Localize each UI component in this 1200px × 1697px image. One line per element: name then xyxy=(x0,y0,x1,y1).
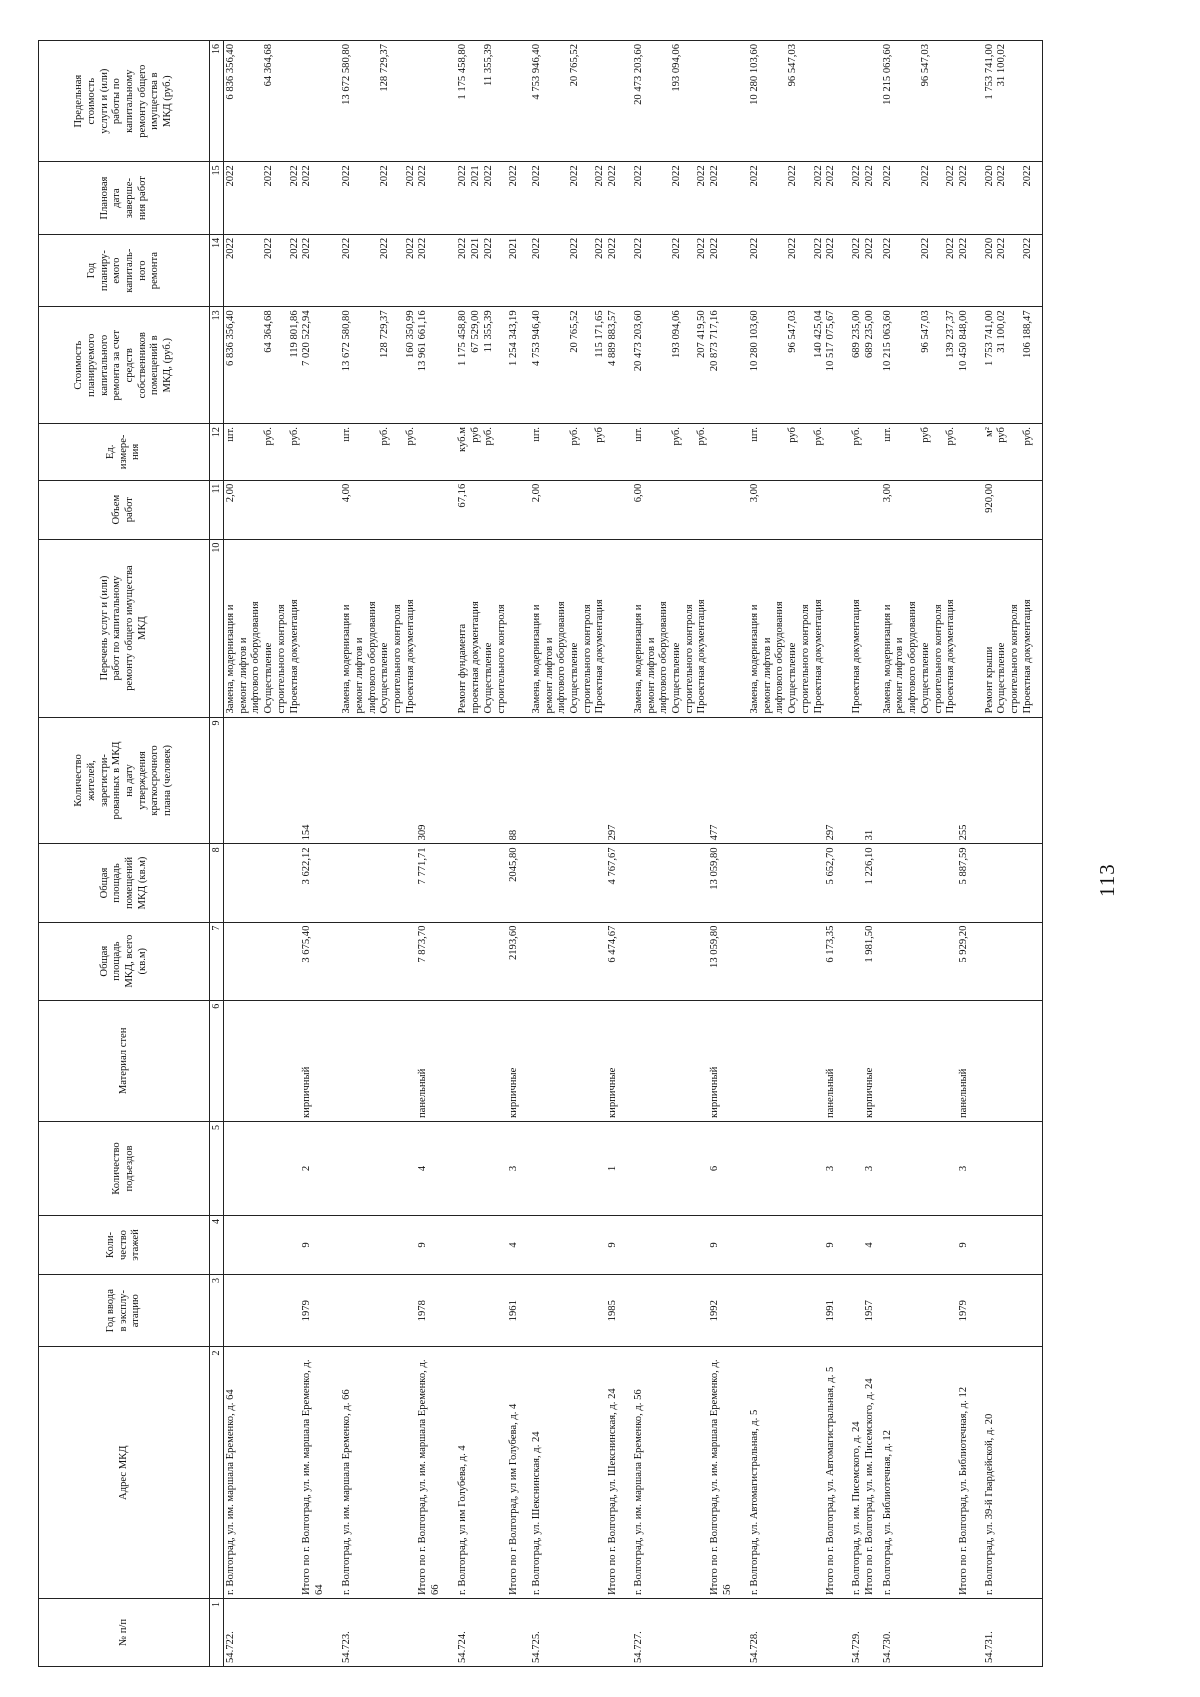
cell-col-7: 6 173,35 xyxy=(748,922,850,1000)
cell-col-8: 7 771,71 xyxy=(340,844,456,922)
cell-col-9 xyxy=(983,717,1043,844)
cell-col-7: 7 873,70 xyxy=(340,922,456,1000)
cell-col-15: 2022 2022 2022 2022 xyxy=(632,162,748,235)
column-number: 11 xyxy=(210,480,224,539)
cell-col-9: 297 xyxy=(748,717,850,844)
column-number: 15 xyxy=(210,162,224,235)
cell-col-6: панельный xyxy=(340,1000,456,1121)
cell-col-12: шт. руб. руб. xyxy=(224,424,341,481)
cell-col-16: 20 473 203,60 193 094,06 xyxy=(632,41,748,162)
cell-col-4: 9 xyxy=(224,1216,341,1275)
cell-col-3: 1985 xyxy=(530,1274,632,1347)
cell-col-16: 4 753 946,40 20 765,52 xyxy=(530,41,632,162)
cell-col-4: 4 xyxy=(850,1216,881,1275)
cell-col-6: панельный xyxy=(881,1000,983,1121)
cell-col-2: г. Волгоград, ул. им. Писемского, д. 24 Итого по г. Волгоград, ул. им. Писемского, д. 24 xyxy=(850,1347,881,1599)
cell-col-7: 13 059,80 xyxy=(632,922,748,1000)
cell-col-2: г. Волгоград, ул. 39-й Гвардейской, д. 20 xyxy=(983,1347,1043,1599)
cell-col-11: 6,00 xyxy=(632,480,748,539)
cell-col-10: Ремонт крыши Осуществление строительного контроля Проектная документация xyxy=(983,539,1043,717)
cell-col-6 xyxy=(983,1000,1043,1121)
header-row xyxy=(39,41,210,1667)
table-row xyxy=(340,41,456,1667)
cell-col-16 xyxy=(850,41,881,162)
cell-col-8: 13 059,80 xyxy=(632,844,748,922)
table-body xyxy=(224,41,1043,1667)
cell-col-8: 4 767,67 xyxy=(530,844,632,922)
cell-col-2: г. Волгоград, ул. им. маршала Еременко, д. 64 Итого по г. Волгоград, ул. им. маршала Еременко, д. 64 xyxy=(224,1347,341,1599)
page-number: 113 xyxy=(1095,863,1119,897)
cell-col-4: 9 xyxy=(530,1216,632,1275)
table-row xyxy=(456,41,529,1667)
cell-col-7: 3 675,40 xyxy=(224,922,341,1000)
cell-col-12: шт. руб руб. xyxy=(881,424,983,481)
cell-col-14: 2022 2022 2022 2022 xyxy=(340,234,456,307)
header-cell: Количество жителей, зарегистри- рованных в МКД на дату утверждения краткосрочного плана (человек) xyxy=(39,717,210,844)
cell-col-3: 1979 xyxy=(224,1274,341,1347)
column-number: 13 xyxy=(210,307,224,424)
header-cell: № п/п xyxy=(39,1599,210,1667)
cell-col-12: шт. руб. руб. xyxy=(340,424,456,481)
cell-col-16: 10 280 103,60 96 547,03 xyxy=(748,41,850,162)
cell-col-12: м² руб руб. xyxy=(983,424,1043,481)
table-row xyxy=(224,41,341,1667)
cell-col-16: 10 215 063,60 96 547,03 xyxy=(881,41,983,162)
cell-col-12: шт. руб. руб. xyxy=(632,424,748,481)
cell-col-13: 1 753 741,00 31 100,02 106 188,47 xyxy=(983,307,1043,424)
cell-col-12: куб.м руб руб. xyxy=(456,424,529,481)
column-number: 14 xyxy=(210,234,224,307)
table-row xyxy=(632,41,748,1667)
cell-col-2: г. Волгоград, ул им Голубева, д. 4 Итого по г Волгоград, ул им Голубева, д. 4 xyxy=(456,1347,529,1599)
cell-col-1: 54.722. xyxy=(224,1599,341,1667)
cell-col-5: 1 xyxy=(530,1122,632,1216)
cell-col-4: 4 xyxy=(456,1216,529,1275)
cell-col-10: Замена, модернизация и ремонт лифтов и лифтового оборудования Осуществление строительного контроля Проектная документация xyxy=(530,539,632,717)
cell-col-4 xyxy=(983,1216,1043,1275)
cell-col-9: 31 xyxy=(850,717,881,844)
cell-col-13: 20 473 203,60 193 094,06 207 419,50 20 873 717,16 xyxy=(632,307,748,424)
cell-col-4: 9 xyxy=(881,1216,983,1275)
column-number: 8 xyxy=(210,844,224,922)
cell-col-13: 6 836 356,40 64 364,68 119 801,86 7 020 522,94 xyxy=(224,307,341,424)
header-cell: Общая площадь помещений МКД (кв.м) xyxy=(39,844,210,922)
cell-col-14: 2022 2022 2022 2022 xyxy=(632,234,748,307)
header-cell: Объем работ xyxy=(39,480,210,539)
cell-col-12: шт. руб руб. xyxy=(748,424,850,481)
column-number: 6 xyxy=(210,1000,224,1121)
cell-col-13: 13 672 580,80 128 729,37 160 350,99 13 961 661,16 xyxy=(340,307,456,424)
cell-col-9: 297 xyxy=(530,717,632,844)
cell-col-10: Замена, модернизация и ремонт лифтов и лифтового оборудования Осуществление строительного контроля Проектная документация xyxy=(340,539,456,717)
cell-col-6: кирпичные xyxy=(850,1000,881,1121)
cell-col-16: 1 175 458,80 11 355,39 xyxy=(456,41,529,162)
cell-col-13: 689 235,00 689 235,00 xyxy=(850,307,881,424)
cell-col-3: 1957 xyxy=(850,1274,881,1347)
header-cell: Коли- чество этажей xyxy=(39,1216,210,1275)
cell-col-8: 5 887,59 xyxy=(881,844,983,922)
cell-col-2: г. Волгоград, ул. Библиотечная, д. 12 Итого по г. Волгоград, ул. Библиотечная, д. 12 xyxy=(881,1347,983,1599)
cell-col-5: 3 xyxy=(881,1122,983,1216)
cell-col-10: Замена, модернизация и ремонт лифтов и лифтового оборудования Осуществление строительного контроля Проектная документация xyxy=(881,539,983,717)
header-cell: Плановая дата заверше- ния работ xyxy=(39,162,210,235)
cell-col-2: г. Волгоград, ул. Автомагистральная, д. 5 Итого по г. Волгоград, ул. Автомагистральная, д. 5 xyxy=(748,1347,850,1599)
table-row xyxy=(983,41,1043,1667)
cell-col-9: 477 xyxy=(632,717,748,844)
cell-col-15: 2020 2022 2022 xyxy=(983,162,1043,235)
cell-col-2: г. Волгоград, ул. Шекснинская, д. 24 Итого по г. Волгоград, ул. Шекснинская, д. 24 xyxy=(530,1347,632,1599)
cell-col-11: 67,16 xyxy=(456,480,529,539)
cell-col-11: 2,00 xyxy=(224,480,341,539)
cell-col-10: Замена, модернизация и ремонт лифтов и лифтового оборудования Осуществление строительного контроля Проектная документация xyxy=(748,539,850,717)
cell-col-11: 2,00 xyxy=(530,480,632,539)
cell-col-2: г. Волгоград, ул. им. маршала Еременко, д. 66 Итого по г. Волгоград, ул. им. маршала Еременко, д. 66 xyxy=(340,1347,456,1599)
cell-col-3: 1978 xyxy=(340,1274,456,1347)
cell-col-10: Замена, модернизация и ремонт лифтов и лифтового оборудования Осуществление строительного контроля Проектная документация xyxy=(224,539,341,717)
cell-col-13: 10 215 063,60 96 547,03 139 237,37 10 450 848,00 xyxy=(881,307,983,424)
cell-col-1: 54.727. xyxy=(632,1599,748,1667)
cell-col-1: 54.731. xyxy=(983,1599,1043,1667)
header-cell: Стоимость планируемого капитального ремонта за счет средств собственников помещений в МКД, (руб.) xyxy=(39,307,210,424)
cell-col-1: 54.723. xyxy=(340,1599,456,1667)
cell-col-8: 5 652,70 xyxy=(748,844,850,922)
cell-col-1: 54.725. xyxy=(530,1599,632,1667)
header-cell: Год ввода в эксплу- атацию xyxy=(39,1274,210,1347)
cell-col-8: 1 226,10 xyxy=(850,844,881,922)
cell-col-14: 2022 2022 2022 2022 xyxy=(530,234,632,307)
cell-col-11: 3,00 xyxy=(881,480,983,539)
cell-col-12: шт. руб. руб xyxy=(530,424,632,481)
cell-col-3: 1961 xyxy=(456,1274,529,1347)
cell-col-4: 9 xyxy=(632,1216,748,1275)
table-row xyxy=(748,41,850,1667)
cell-col-4: 9 xyxy=(340,1216,456,1275)
column-number-row xyxy=(210,41,224,1667)
cell-col-14: 2022 2021 2022 2021 xyxy=(456,234,529,307)
cell-col-6: кирпичный xyxy=(224,1000,341,1121)
cell-col-11 xyxy=(850,480,881,539)
cell-col-8: 2045,80 xyxy=(456,844,529,922)
table-row xyxy=(530,41,632,1667)
cell-col-1: 54.728. xyxy=(748,1599,850,1667)
cell-col-1: 54.730. xyxy=(881,1599,983,1667)
cell-col-10: Ремонт фундамента проектная документация Осуществление строительного контроля xyxy=(456,539,529,717)
cell-col-9: 88 xyxy=(456,717,529,844)
cell-col-10: Проектная документация xyxy=(850,539,881,717)
column-number: 9 xyxy=(210,717,224,844)
cell-col-11: 4,00 xyxy=(340,480,456,539)
cell-col-15: 2022 2022 2022 2022 xyxy=(530,162,632,235)
cell-col-15: 2022 2022 2022 2022 xyxy=(748,162,850,235)
header-cell: Перечень услуг и (или) работ по капитальному ремонту общего имущества МКД xyxy=(39,539,210,717)
cell-col-7: 5 929,20 xyxy=(881,922,983,1000)
header-cell: Год планиру- емого капиталь- ного ремонта xyxy=(39,234,210,307)
column-number: 7 xyxy=(210,922,224,1000)
column-number: 16 xyxy=(210,41,224,162)
cell-col-14: 2022 2022 xyxy=(850,234,881,307)
cell-col-3: 1992 xyxy=(632,1274,748,1347)
cell-col-15: 2022 2022 2022 2022 xyxy=(224,162,341,235)
cell-col-9: 309 xyxy=(340,717,456,844)
cell-col-16: 13 672 580,80 128 729,37 xyxy=(340,41,456,162)
cell-col-5: 2 xyxy=(224,1122,341,1216)
cell-col-16: 6 836 356,40 64 364,68 xyxy=(224,41,341,162)
cell-col-6: кирпичные xyxy=(530,1000,632,1121)
cell-col-1: 54.729. xyxy=(850,1599,881,1667)
cell-col-14: 2022 2022 2022 2022 xyxy=(748,234,850,307)
cell-col-8 xyxy=(983,844,1043,922)
cell-col-10: Замена, модернизация и ремонт лифтов и лифтового оборудования Осуществление строительного контроля Проектная документация xyxy=(632,539,748,717)
cell-col-3: 1991 xyxy=(748,1274,850,1347)
column-number: 1 xyxy=(210,1599,224,1667)
cell-col-5: 3 xyxy=(748,1122,850,1216)
cell-col-2: г. Волгоград, ул. им. маршала Еременко, д. 56 Итого по г. Волгоград, ул. им. маршала Еременко, д. 56 xyxy=(632,1347,748,1599)
cell-col-13: 4 753 946,40 20 765,52 115 171,65 4 889 883,57 xyxy=(530,307,632,424)
cell-col-3 xyxy=(983,1274,1043,1347)
header-cell: Количество подъездов xyxy=(39,1122,210,1216)
column-number: 5 xyxy=(210,1122,224,1216)
header-cell: Общая площадь МКД, всего (кв.м) xyxy=(39,922,210,1000)
cell-col-6: кирпичные xyxy=(456,1000,529,1121)
column-number: 10 xyxy=(210,539,224,717)
cell-col-9: 255 xyxy=(881,717,983,844)
header-cell: Материал стен xyxy=(39,1000,210,1121)
cell-col-14: 2020 2022 2022 xyxy=(983,234,1043,307)
cell-col-4: 9 xyxy=(748,1216,850,1275)
cell-col-5: 3 xyxy=(456,1122,529,1216)
header-cell: Предельная стоимость услуги и (или) работы по капитальному ремонту общего имущества в МКД (руб.) xyxy=(39,41,210,162)
cell-col-7: 1 981,50 xyxy=(850,922,881,1000)
cell-col-5 xyxy=(983,1122,1043,1216)
header-cell: Ед. измере- ния xyxy=(39,424,210,481)
cell-col-8: 3 622,12 xyxy=(224,844,341,922)
cell-col-7: 6 474,67 xyxy=(530,922,632,1000)
cell-col-6: панельный xyxy=(748,1000,850,1121)
column-number: 3 xyxy=(210,1274,224,1347)
cell-col-14: 2022 2022 2022 2022 xyxy=(881,234,983,307)
cell-col-15: 2022 2022 2022 2022 xyxy=(340,162,456,235)
cell-col-5: 6 xyxy=(632,1122,748,1216)
cell-col-1: 54.724. xyxy=(456,1599,529,1667)
cell-col-5: 4 xyxy=(340,1122,456,1216)
cell-col-15: 2022 2021 2022 2022 xyxy=(456,162,529,235)
column-number: 4 xyxy=(210,1216,224,1275)
cell-col-6: кирпичный xyxy=(632,1000,748,1121)
cell-col-11: 920,00 xyxy=(983,480,1043,539)
column-number: 12 xyxy=(210,424,224,481)
cell-col-15: 2022 2022 xyxy=(850,162,881,235)
cell-col-5: 3 xyxy=(850,1122,881,1216)
column-number: 2 xyxy=(210,1347,224,1599)
table-row xyxy=(881,41,983,1667)
header-cell: Адрес МКД xyxy=(39,1347,210,1599)
cell-col-12: руб. xyxy=(850,424,881,481)
cell-col-7 xyxy=(983,922,1043,1000)
cell-col-7: 2193,60 xyxy=(456,922,529,1000)
cell-col-3: 1979 xyxy=(881,1274,983,1347)
capital-repair-table xyxy=(38,40,1043,1667)
cell-col-9: 154 xyxy=(224,717,341,844)
cell-col-14: 2022 2022 2022 2022 xyxy=(224,234,341,307)
cell-col-15: 2022 2022 2022 2022 xyxy=(881,162,983,235)
cell-col-11: 3,00 xyxy=(748,480,850,539)
cell-col-13: 10 280 103,60 96 547,03 140 425,04 10 517 075,67 xyxy=(748,307,850,424)
cell-col-13: 1 175 458,80 67 529,00 11 355,39 1 254 343,19 xyxy=(456,307,529,424)
table-row xyxy=(850,41,881,1667)
cell-col-16: 1 753 741,00 31 100,02 xyxy=(983,41,1043,162)
